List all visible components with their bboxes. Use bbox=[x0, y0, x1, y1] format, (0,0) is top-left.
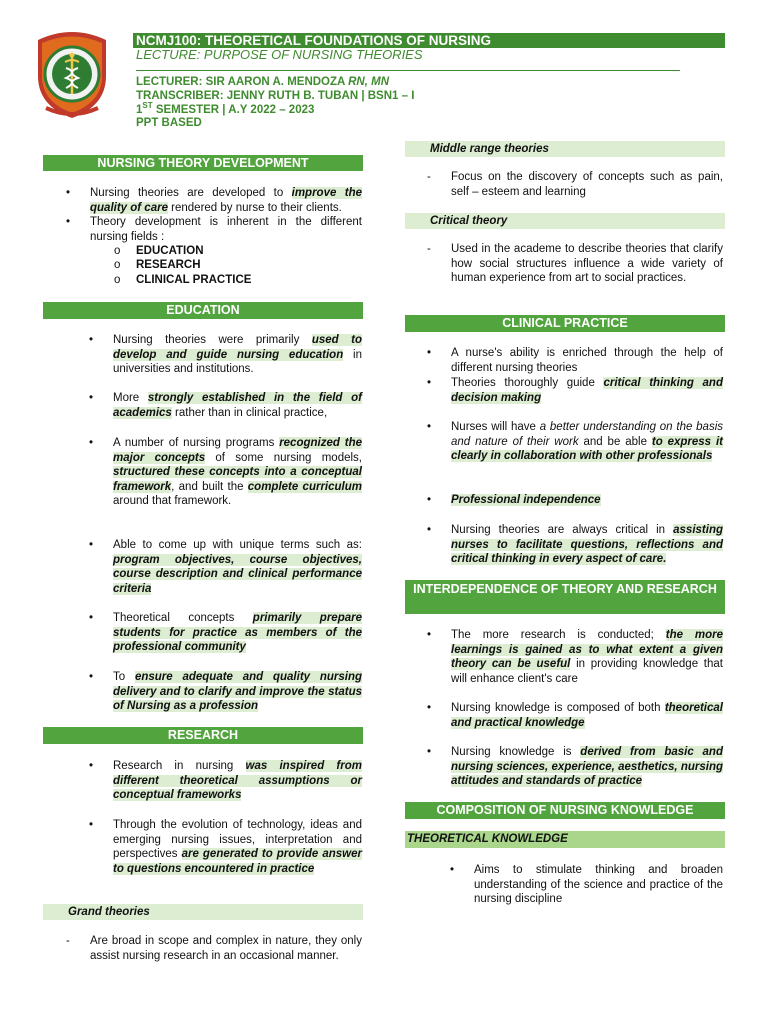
university-seal-logo bbox=[32, 24, 112, 120]
section-header-composition-of-nursing-knowledge: COMPOSITION OF NURSING KNOWLEDGE bbox=[405, 802, 725, 819]
list-item: • To ensure adequate and quality nursing delivery and to clarify and improve the status of Nursing as a profession bbox=[89, 671, 363, 712]
sub-list-item: o CLINICAL PRACTICE bbox=[114, 274, 252, 286]
sub-list-item: o RESEARCH bbox=[114, 259, 201, 271]
sub-list-item: o EDUCATION bbox=[114, 245, 204, 257]
list-item: - Are broad in scope and complex in nature, they only assist nursing research in an occasional manner. bbox=[66, 935, 362, 962]
list-item: • Professional independence bbox=[427, 494, 601, 506]
list-item: • Theory development is inherent in the different nursing fields : bbox=[66, 216, 362, 243]
list-item: • Nursing theories are developed to improve the quality of care rendered by nurse to their clients. bbox=[66, 187, 362, 214]
subheader-critical-theory: Critical theory bbox=[405, 213, 725, 229]
section-header-interdependence: INTERDEPENDENCE OF THEORY AND RESEARCH bbox=[405, 580, 725, 614]
list-item: • Theoretical concepts primarily prepare students for practice as members of the professional community bbox=[89, 612, 362, 653]
list-item: • Nurses will have a better understanding on the basis and nature of their work and be able to express it clearly in collaboration with other professionals bbox=[427, 421, 724, 462]
list-item: - Focus on the discovery of concepts such as pain, self – esteem and learning bbox=[427, 171, 723, 198]
list-item: • Aims to stimulate thinking and broaden understanding of the science and practice of the nursing discipline bbox=[450, 864, 723, 905]
transcriber-line: TRANSCRIBER: JENNY RUTH B. TUBAN | BSN1 – I bbox=[136, 90, 415, 102]
section-header-nursing-theory-development: NURSING THEORY DEVELOPMENT bbox=[43, 155, 363, 171]
list-item: • Research in nursing was inspired from different theoretical assumptions or conceptual frameworks bbox=[89, 760, 362, 801]
list-item: • Able to come up with unique terms such as: program objectives, course objectives, course description and clinical performance criteria bbox=[89, 539, 362, 595]
list-item: - Used in the academe to describe theories that clarify how social structures influence a wide variety of human experience from art to social practices. bbox=[427, 243, 723, 284]
section-header-clinical-practice: CLINICAL PRACTICE bbox=[405, 315, 725, 332]
lecture-title: LECTURE: PURPOSE OF NURSING THEORIES bbox=[136, 47, 423, 62]
course-title: NCMJ100: THEORETICAL FOUNDATIONS OF NURSING bbox=[136, 33, 492, 48]
list-item: • Through the evolution of technology, ideas and emerging nursing issues, interpretation and perspectives are generated to provide answer to questions encountered in practice bbox=[89, 819, 362, 875]
list-item: • A nurse's ability is enriched through the help of different nursing theories bbox=[427, 347, 723, 374]
semester-line: 1ST SEMESTER | A.Y 2022 – 2023 bbox=[136, 101, 315, 116]
list-item: • Nursing theories were primarily used to develop and guide nursing education in universities and institutions. bbox=[89, 334, 362, 375]
list-item: • The more research is conducted; the more learnings is gained as to what extent a given theory can be useful in providing knowledge that will enhance client's care bbox=[427, 629, 723, 685]
lecturer-line: LECTURER: SIR AARON A. MENDOZA RN, MN bbox=[136, 76, 390, 88]
subheader-middle-range-theories: Middle range theories bbox=[405, 141, 725, 157]
list-item: • Nursing theories are always critical in assisting nurses to facilitate questions, reflections and critical thinking in every aspect of care. bbox=[427, 524, 723, 565]
list-item: • Nursing knowledge is composed of both theoretical and practical knowledge bbox=[427, 702, 723, 729]
list-item: • Nursing knowledge is derived from basic and nursing sciences, experience, aesthetics, nursing attitudes and standards of practice bbox=[427, 746, 723, 787]
list-item: • A number of nursing programs recognized the major concepts of some nursing models, structured these concepts into a conceptual framework, and built the complete curriculum around that framework. bbox=[89, 437, 362, 507]
section-header-research: RESEARCH bbox=[43, 727, 363, 744]
subheader-theoretical-knowledge: THEORETICAL KNOWLEDGE bbox=[405, 831, 725, 848]
subheader-grand-theories: Grand theories bbox=[43, 904, 363, 920]
header-divider bbox=[136, 70, 680, 71]
list-item: • More strongly established in the field of academics rather than in clinical practice, bbox=[89, 392, 362, 419]
section-header-education: EDUCATION bbox=[43, 302, 363, 319]
ppt-based-label: PPT BASED bbox=[136, 117, 202, 129]
lecturer-credentials: RN, MN bbox=[348, 76, 390, 88]
list-item: • Theories thoroughly guide critical thinking and decision making bbox=[427, 377, 723, 404]
